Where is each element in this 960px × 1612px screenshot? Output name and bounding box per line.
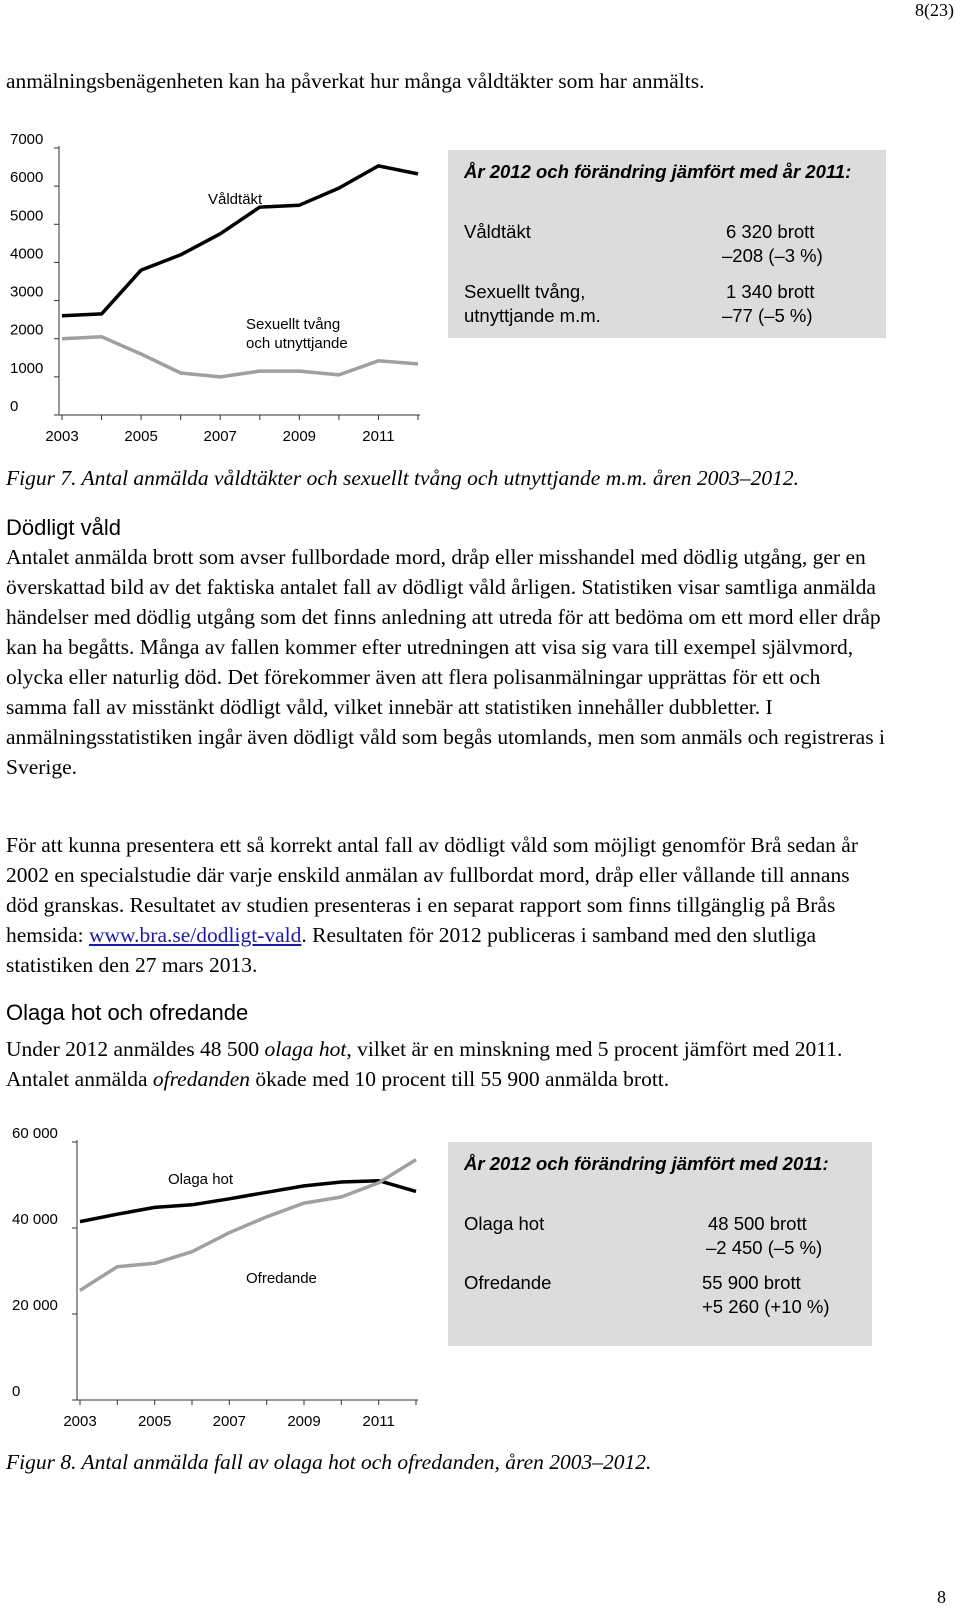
figure8-row-label: Olaga hot — [464, 1213, 545, 1234]
figure7-infobox-title: År 2012 och förändring jämfört med år 2011: — [464, 161, 852, 182]
figure7-infobox — [448, 150, 886, 338]
x-tick-label: 2005 — [137, 1413, 172, 1430]
section-heading-olaga: Olaga hot och ofredande — [6, 1000, 249, 1025]
figure8-row-value: 48 500 brott — [708, 1213, 807, 1234]
section-heading-dodligt: Dödligt våld — [6, 515, 121, 540]
figure7-row-change: –208 (–3 %) — [722, 245, 823, 266]
y-tick-label: 20 000 — [12, 1297, 58, 1314]
chart-series-label: Olaga hot — [168, 1171, 234, 1188]
series-line-1 — [62, 337, 418, 377]
series-line-0 — [62, 166, 418, 316]
chart-series-label: Våldtäkt — [208, 191, 263, 208]
figure7-row-value: 1 340 brott — [726, 281, 815, 302]
dodligt-para2-start: För att kunna presentera ett så korrekt antal fall av dödligt våld som möjligt genomför Brå sedan år 2002 en specialstudie där varje enskild anmälan av fullbordat mord, dråp eller vållande till annans död granskas. Resultatet av studien presenteras i en separat rapport som finns tillgänglig på Brås hemsida: — [6, 833, 858, 947]
chart-series-label: Sexuellt tvång — [246, 316, 341, 333]
page-footer-number: 8 — [937, 1587, 946, 1607]
olaga-text-e: ökade med 10 procent till 55 900 anmälda brott. — [250, 1067, 670, 1091]
x-tick-label: 2011 — [362, 1413, 395, 1430]
y-tick-label: 40 000 — [12, 1211, 58, 1228]
y-tick-label: 0 — [12, 1383, 21, 1400]
olaga-text-b: olaga hot, — [264, 1037, 352, 1061]
figure7-caption: Figur 7. Antal anmälda våldtäkter och sexuellt tvång och utnyttjande m.m. åren 2003–2012. — [6, 466, 799, 490]
x-tick-label: 2003 — [45, 428, 79, 445]
y-tick-label: 0 — [10, 398, 19, 415]
figure8-row-value: 55 900 brott — [702, 1272, 801, 1293]
chart-series-label: Ofredande — [246, 1270, 317, 1287]
olaga-text-a: Under 2012 anmäldes 48 500 — [6, 1037, 265, 1061]
figure7-row-label: Sexuellt tvång, utnyttjande m.m. — [464, 281, 601, 326]
chart-series-label: och utnyttjande — [246, 335, 348, 352]
figure7-chart — [0, 130, 440, 450]
figure8-infobox-title: År 2012 och förändring jämfört med 2011: — [464, 1153, 829, 1174]
figure8-row-change: +5 260 (+10 %) — [702, 1296, 830, 1317]
figure8-row-change: –2 450 (–5 %) — [706, 1237, 823, 1258]
y-tick-label: 4000 — [10, 245, 44, 263]
y-tick-label: 1000 — [10, 359, 44, 377]
x-tick-label: 2011 — [362, 428, 395, 445]
dodligt-para2 — [6, 830, 886, 980]
olaga-text-d: ofredanden — [152, 1067, 250, 1091]
y-tick-label: 60 000 — [12, 1128, 58, 1142]
page-header-number: 8(23) — [915, 0, 954, 20]
bra-dodligt-vald-link[interactable]: www.bra.se/dodligt-vald — [89, 923, 302, 947]
x-tick-label: 2005 — [124, 428, 158, 445]
figure7-row-value: 6 320 brott — [726, 221, 815, 242]
x-tick-label: 2007 — [212, 1413, 247, 1430]
dodligt-para2-end: . Resultaten för 2012 publiceras i samband med den slutliga statistiken den 27 mars 2013. — [6, 923, 817, 977]
intro-line: anmälningsbenägenheten kan ha påverkat hur många våldtäkter som har anmälts. — [6, 69, 705, 93]
x-tick-label: 2003 — [63, 1413, 97, 1430]
figure8-infobox — [448, 1142, 872, 1346]
dodligt-para1: Antalet anmälda brott som avser fullbordade mord, dråp eller misshandel med dödlig utgång, ger en överskattad bild av det faktiska antalet fall av dödligt våld årligen. Statistiken visar samtliga anmälda händelser med dödlig utgång som det finns anledning att utreda för att bedöma om ett mord eller dråp kan ha begåtts. Många av fallen kommer efter utredningen att visa sig vara till exempel självmord, olycka eller naturlig död. Det förekommer även att flera polisanmälningar upprättas för ett och samma fall av misstänkt dödligt våld, vilket innebär att statistiken innehåller dubbletter. I anmälningsstatistiken ingår även dödligt våld som begås utomlands, men som anmäls och registreras i Sverige. — [6, 545, 885, 779]
figure8-row-label: Ofredande — [464, 1272, 552, 1293]
figure7-row-change: –77 (–5 %) — [722, 305, 813, 326]
y-tick-label: 6000 — [10, 169, 44, 187]
olaga-paragraph — [6, 1034, 886, 1094]
y-tick-label: 7000 — [10, 131, 44, 148]
y-tick-label: 2000 — [10, 321, 44, 339]
olaga-text-c: vilket är en minskning med 5 procent jämfört med 2011. Antalet anmälda — [6, 1037, 843, 1091]
x-tick-label: 2009 — [282, 428, 317, 445]
x-tick-label: 2007 — [203, 428, 237, 445]
x-tick-label: 2009 — [287, 1413, 321, 1430]
figure7-row-label: Våldtäkt — [464, 221, 531, 242]
figure8-chart — [0, 1128, 440, 1438]
figure8-caption: Figur 8. Antal anmälda fall av olaga hot och ofredanden, åren 2003–2012. — [6, 1450, 652, 1474]
y-tick-label: 3000 — [10, 283, 44, 301]
y-tick-label: 5000 — [10, 207, 44, 225]
